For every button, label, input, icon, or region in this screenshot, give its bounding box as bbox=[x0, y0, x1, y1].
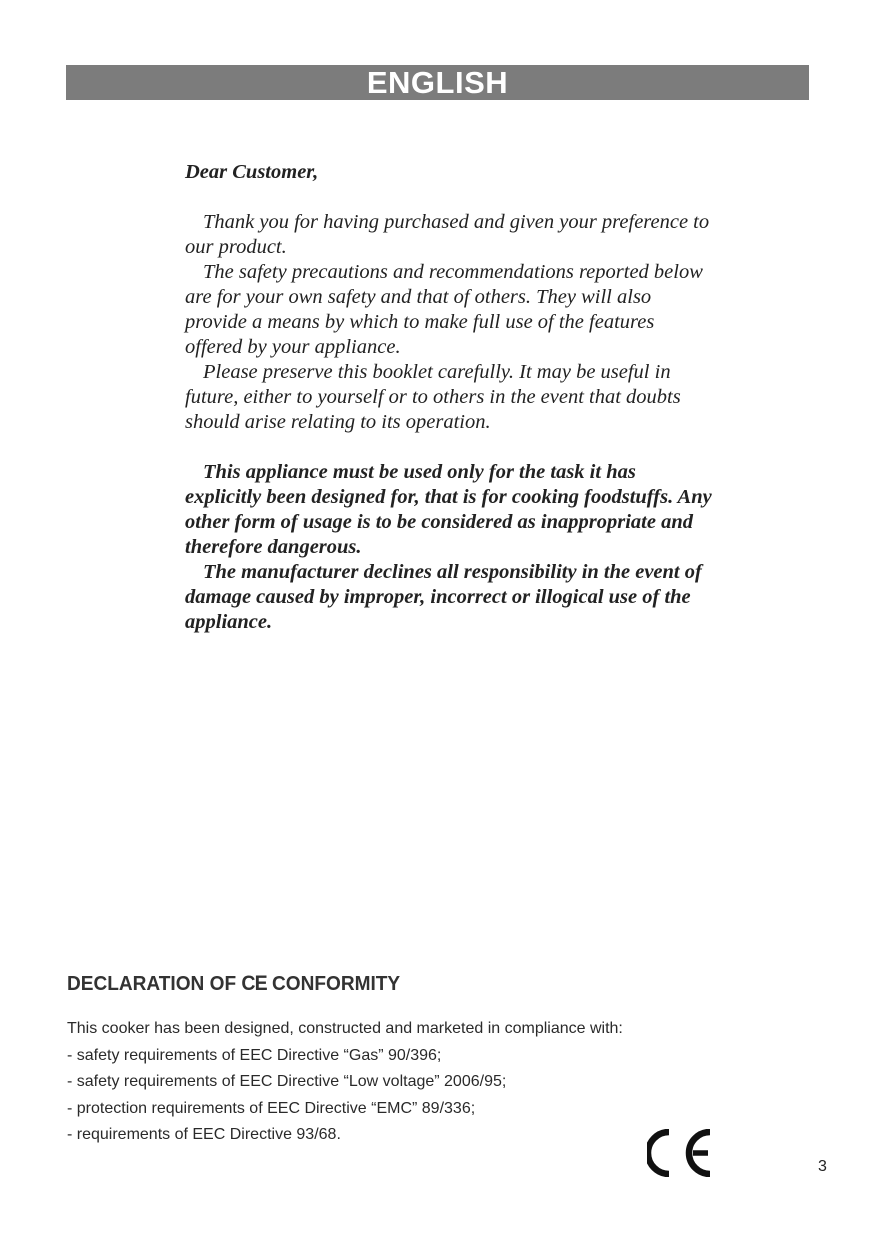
declaration-title bbox=[67, 972, 400, 996]
declaration-title-prefix: DECLARATION OF bbox=[67, 972, 237, 995]
ce-mark-icon bbox=[647, 1129, 713, 1177]
declaration-title-suffix: CONFORMITY bbox=[271, 972, 401, 995]
letter-paragraph: Please preserve this booklet carefully. It may be useful in future, either to yourself or to others in the event that doubts should arise relating to its operation. bbox=[185, 361, 681, 433]
directive-item: - safety requirements of EEC Directive “Low voltage” 2006/95; bbox=[67, 1073, 507, 1090]
letter-paragraph: The safety precautions and recommendations reported below are for your own safety and that of others. They will also provide a means by which to make full use of the features offered by your appliance. bbox=[185, 261, 703, 358]
letter-paragraph: Thank you for having purchased and given your preference to our product. bbox=[185, 211, 710, 258]
language-header-bar bbox=[66, 65, 809, 100]
customer-letter bbox=[185, 160, 715, 635]
ce-mark-inline: CE bbox=[241, 972, 267, 995]
directive-item: - safety requirements of EEC Directive “Gas” 90/396; bbox=[67, 1046, 442, 1064]
page-number: 3 bbox=[818, 1158, 827, 1175]
directive-item: - requirements of EEC Directive 93/68. bbox=[67, 1126, 341, 1143]
language-title: ENGLISH bbox=[366, 65, 509, 100]
usage-notice: This appliance must be used only for the task it has explicitly been designed for, that is for cooking foodstuffs. Any other form of usage is to be considered as inappropriate and therefore dangerous. bbox=[185, 461, 712, 558]
declaration-intro: This cooker has been designed, constructed and marketed in compliance with: bbox=[67, 1020, 623, 1037]
directive-item: - protection requirements of EEC Directive “EMC” 89/336; bbox=[67, 1099, 476, 1117]
paragraph-spacer bbox=[185, 435, 715, 460]
letter-greeting: Dear Customer, bbox=[185, 161, 319, 183]
liability-notice: The manufacturer declines all responsibility in the event of damage caused by improper, incorrect or illogical use of the appliance. bbox=[185, 561, 702, 633]
